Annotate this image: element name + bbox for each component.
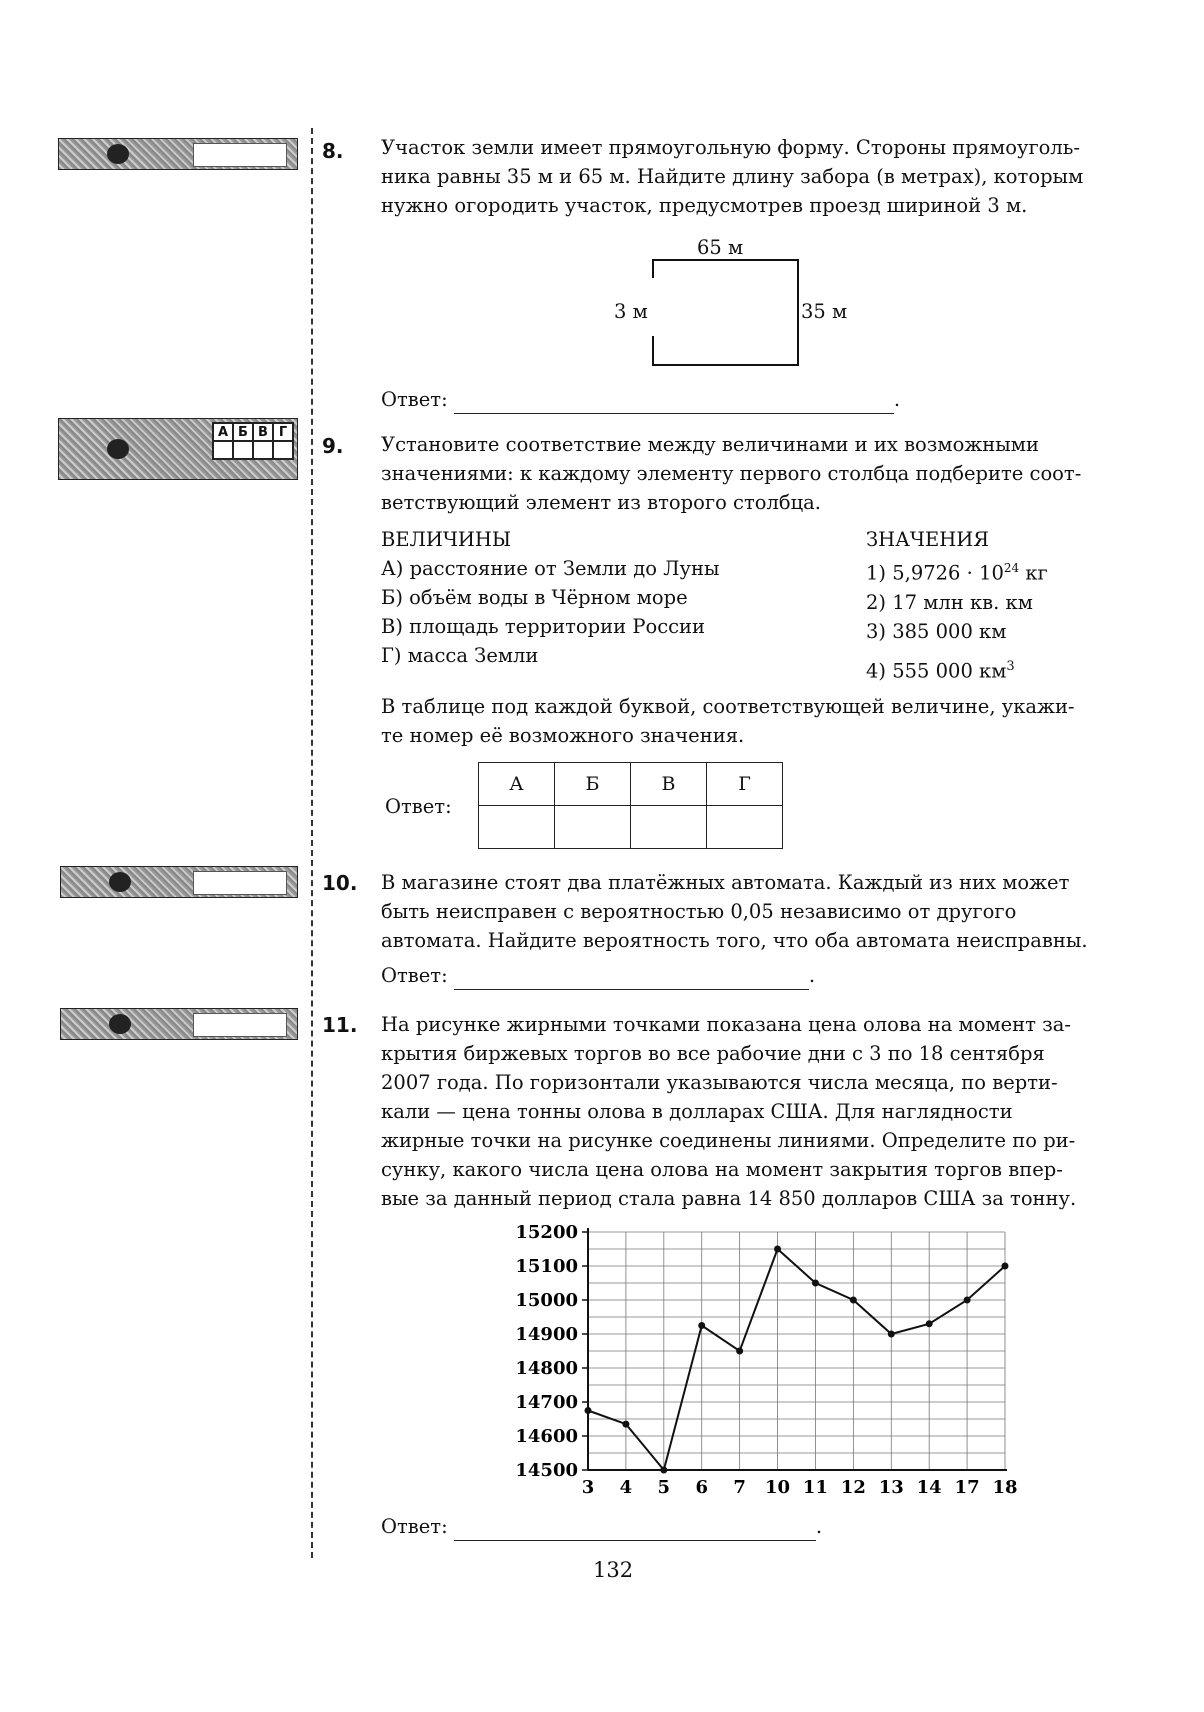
col2-header: ЗНАЧЕНИЯ (866, 528, 989, 551)
x-tick-label: 3 (581, 1477, 595, 1498)
data-point (1002, 1263, 1009, 1270)
y-tick-label: 14900 (515, 1324, 578, 1345)
values-list: 1) $5,9726 \cdot 10^{24}$ кг 2) 17 млн кв. км 3) 385 000 км 4) 555 000 $км^3$ (866, 561, 1048, 682)
x-tick-label: 17 (954, 1477, 980, 1498)
tin-price-chart (500, 1220, 1020, 1510)
col1-header: ВЕЛИЧИНЫ (381, 528, 512, 551)
x-tick-label: 5 (657, 1477, 671, 1498)
answer-label-9: Ответ: (385, 795, 452, 818)
answer-cell-a[interactable] (479, 806, 555, 849)
answer-line-8[interactable] (454, 393, 894, 414)
question-number-11: 11. (322, 1013, 358, 1037)
answer-cell-v[interactable] (631, 806, 707, 849)
label-3m: 3 м (614, 300, 648, 323)
answer-11: Ответ: . (381, 1512, 822, 1541)
x-tick-label: 12 (840, 1477, 866, 1498)
data-point (622, 1421, 629, 1428)
answer-8: Ответ: . (381, 385, 900, 414)
y-tick-label: 14700 (515, 1392, 578, 1413)
x-tick-label: 13 (878, 1477, 904, 1498)
answer-cell-g[interactable] (707, 806, 783, 849)
table-header-a: А (479, 763, 555, 806)
question-9-text: Установите соответствие между величинами и их возможными значениями: к каждому элементу первого столбца подберите соот- ветствующий элемент из второго столбца. (381, 433, 1082, 514)
answer-grid-9: А Б В Г (212, 422, 294, 460)
data-point (926, 1320, 933, 1327)
data-point (736, 1348, 743, 1355)
x-tick-label: 6 (695, 1477, 708, 1498)
label-35m: 35 м (801, 300, 848, 323)
question-number-9: 9. (322, 434, 344, 458)
table-header-b: Б (555, 763, 631, 806)
answer-line-10[interactable] (454, 969, 809, 990)
page-number: 132 (593, 1558, 634, 1582)
label-65m: 65 м (697, 236, 744, 259)
y-tick-label: 15200 (515, 1222, 578, 1243)
answer-table-9 (478, 762, 783, 849)
y-tick-label: 15100 (515, 1256, 578, 1277)
instruction-9: В таблице под каждой буквой, соответствующей величине, укажи- те номер её возможного значения. (381, 695, 1075, 747)
price-series-line (588, 1249, 1005, 1470)
answer-box-9 (58, 418, 298, 480)
x-tick-label: 4 (619, 1477, 633, 1498)
table-header-v: В (631, 763, 707, 806)
data-point (660, 1467, 667, 1474)
x-tick-label: 18 (992, 1477, 1018, 1498)
question-number-8: 8. (322, 139, 344, 163)
x-tick-label: 7 (733, 1477, 746, 1498)
cut-line (311, 128, 313, 1558)
x-tick-label: 14 (916, 1477, 942, 1498)
answer-box-11 (60, 1008, 298, 1040)
items-list: А) расстояние от Земли до Луны Б) объём воды в Чёрном море В) площадь территории России Г) масса Земли (381, 557, 720, 667)
x-tick-label: 10 (765, 1477, 791, 1498)
x-tick-label: 11 (802, 1477, 828, 1498)
y-tick-label: 14800 (515, 1358, 578, 1379)
data-point (774, 1246, 781, 1253)
data-point (698, 1322, 705, 1329)
data-point (812, 1280, 819, 1287)
y-tick-label: 15000 (515, 1290, 578, 1311)
data-point (850, 1297, 857, 1304)
answer-box-10 (60, 866, 298, 898)
question-number-10: 10. (322, 871, 358, 895)
y-tick-label: 14600 (515, 1426, 578, 1447)
answer-box-8 (58, 138, 298, 170)
data-point (585, 1407, 592, 1414)
data-point (888, 1331, 895, 1338)
question-10-text: В магазине стоят два платёжных автомата. Каждый из них может быть неисправен с вероятностью 0,05 независимо от другого автомата. Найдите вероятность того, что оба автомата неисправны. (381, 871, 1088, 952)
answer-10: Ответ: . (381, 961, 815, 990)
table-header-g: Г (707, 763, 783, 806)
question-11-text: На рисунке жирными точками показана цена олова на момент за- крытия биржевых торгов во все рабочие дни с 3 по 18 сентября 2007 года. По горизонтали указываются числа месяца, по верти- кали — цена тонны олова в долларах США. Для наглядности жирные точки на рисунке соединены линиями. Определите по ри- сунку, какого числа цена олова на момент закрытия торгов впер- вые за данный период стала равна 14 850 долларов США за тонну. (381, 1013, 1077, 1210)
answer-line-11[interactable] (454, 1520, 816, 1541)
question-8-text: Участок земли имеет прямоугольную форму. Стороны прямоуголь- ника равны 35 м и 65 м. Найдите длину забора (в метрах), которым нужно огородить участок, предусмотрев проезд шириной 3 м. (381, 136, 1084, 217)
answer-cell-b[interactable] (555, 806, 631, 849)
y-tick-label: 14500 (515, 1460, 578, 1481)
data-point (964, 1297, 971, 1304)
